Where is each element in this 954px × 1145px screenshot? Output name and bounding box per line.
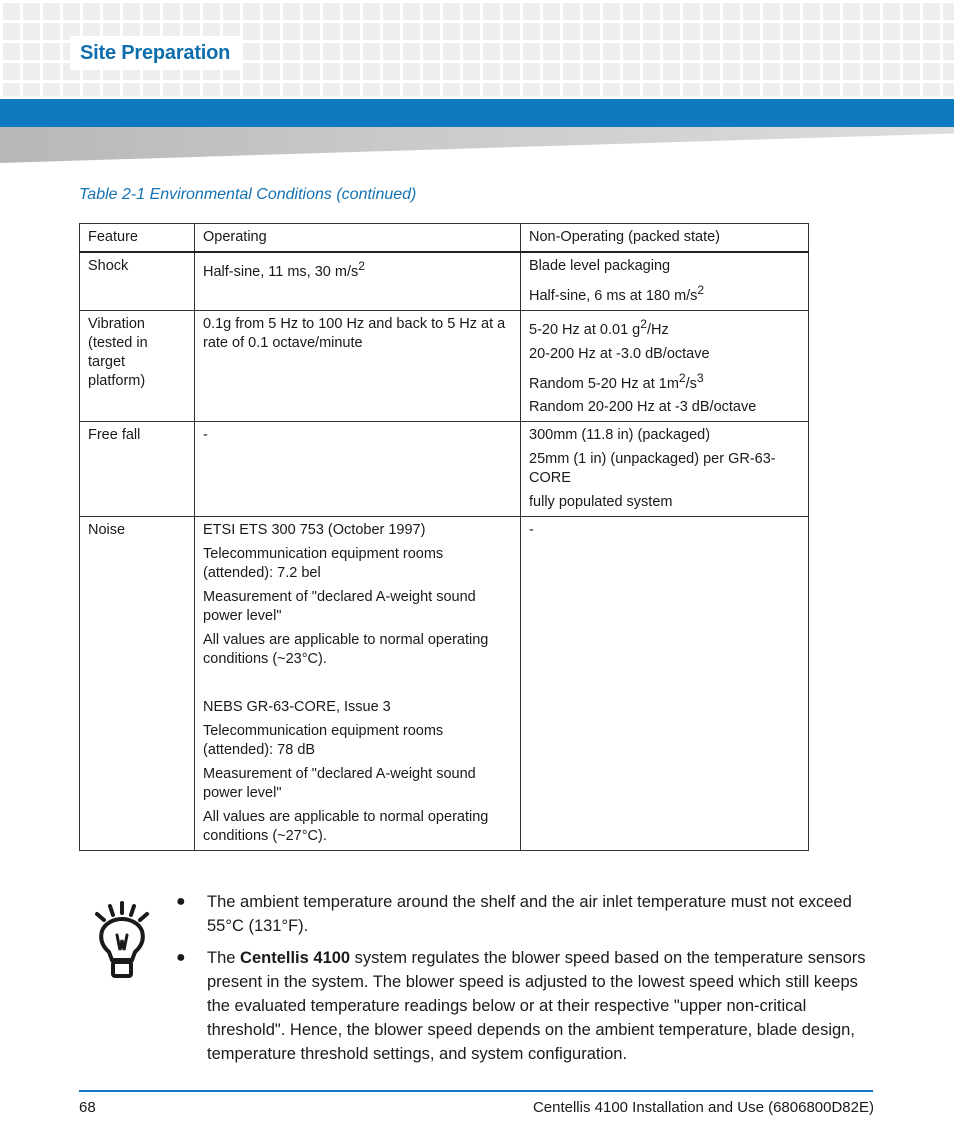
non-operating-text: /Hz [646, 321, 669, 338]
header-gray-wedge [0, 127, 954, 163]
operating-line: Telecommunication equipment rooms (attended): 7.2 bel [203, 546, 444, 582]
footer-divider [79, 1090, 873, 1092]
header-title-box [70, 36, 240, 70]
operating-line: 0.1g from 5 Hz to 100 Hz and back to 5 Hz at a rate of 0.1 octave/minute [203, 315, 506, 351]
non-operating-line: Random 20-200 Hz at -3 dB/octave [529, 399, 757, 416]
table-header-row [80, 224, 809, 253]
note-text: The ambient temperature around the shelf and the air inlet temperature must not exceed 55°C (131°F). [207, 893, 852, 935]
note-text-prefix: The [207, 949, 241, 967]
non-operating-line: 20-200 Hz at -3.0 dB/octave [529, 345, 710, 362]
table-row-shock [80, 252, 809, 310]
operating-line: NEBS GR-63-CORE, Issue 3 [203, 699, 391, 716]
spacer [203, 674, 512, 698]
list-item [176, 890, 876, 938]
column-header-non-operating: Non-Operating (packed state) [521, 224, 809, 253]
non-operating-cell [521, 252, 809, 310]
feature-cell [80, 517, 195, 851]
feature-cell [80, 252, 195, 310]
superscript: 2 [640, 316, 647, 331]
non-operating-cell [521, 517, 809, 851]
operating-line: All values are applicable to normal operating conditions (~23°C). [203, 632, 489, 668]
feature-label: Shock [88, 258, 129, 274]
product-name: Centellis 4100 [240, 949, 351, 967]
feature-label: target [88, 353, 126, 370]
feature-label: (tested in [88, 334, 148, 351]
operating-line: Telecommunication equipment rooms (attended): 78 dB [203, 723, 444, 759]
feature-label: Noise [88, 522, 126, 539]
page-number: 68 [79, 1099, 96, 1116]
operating-cell [195, 310, 521, 422]
superscript: 3 [696, 370, 704, 385]
non-operating-text: Random 5-20 Hz at 1m [529, 375, 679, 392]
feature-label: Vibration [88, 315, 145, 332]
superscript: 2 [697, 283, 705, 297]
table-row-free-fall [80, 422, 809, 517]
bullet: ● [176, 949, 186, 966]
table-caption: Table 2-1 Environmental Conditions (continued) [79, 186, 417, 203]
operating-line [203, 257, 512, 282]
operating-cell [195, 422, 521, 517]
superscript: 2 [358, 259, 365, 273]
non-operating-cell [521, 310, 809, 422]
feature-label: Free fall [88, 427, 141, 444]
operating-line: Measurement of "declared A-weight sound power level" [203, 589, 476, 625]
non-operating-line [529, 281, 800, 306]
operating-line: Measurement of "declared A-weight sound power level" [203, 766, 476, 802]
non-operating-line: fully populated system [529, 494, 673, 511]
operating-line: ETSI ETS 300 753 (October 1997) [203, 522, 426, 539]
non-operating-text: /s [685, 375, 697, 392]
non-operating-line: 25mm (1 in) (unpackaged) per GR-63-CORE [529, 451, 776, 487]
non-operating-cell [521, 422, 809, 517]
column-header-feature: Feature [80, 224, 195, 253]
feature-cell [80, 422, 195, 517]
non-operating-text: Half-sine, 6 ms at 180 m/s [529, 287, 698, 304]
environmental-conditions-table [79, 223, 809, 851]
document-title: Centellis 4100 Installation and Use (6806800D82E) [532, 1099, 874, 1116]
operating-cell [195, 517, 521, 851]
list-item [176, 946, 876, 1066]
note-text-suffix: system regulates the blower speed based on the temperature sensors present in the system. The blower speed is adjusted to the lowest speed which still keeps the evaluated temperature readings below or at their respective "upper non-critical threshold". Hence, the blower speed depends on the ambient temperature, blade design, temperature threshold settings, and system configuration. [207, 949, 866, 1063]
operating-line: All values are applicable to normal operating conditions (~27°C). [203, 809, 489, 845]
non-operating-line: 300mm (11.8 in) (packaged) [529, 427, 711, 444]
operating-line: - [203, 427, 208, 444]
operating-text: Half-sine, 11 ms, 30 m/s [203, 263, 359, 280]
section-title: Site Preparation [80, 41, 231, 64]
lightbulb-icon [90, 900, 154, 982]
non-operating-text: 5-20 Hz at 0.01 g [529, 321, 641, 338]
non-operating-line [529, 369, 800, 394]
notes-list [176, 890, 876, 1074]
column-header-operating: Operating [195, 224, 521, 253]
feature-label: platform) [88, 372, 146, 389]
operating-cell [195, 252, 521, 310]
non-operating-line: - [529, 522, 534, 539]
non-operating-line [529, 315, 800, 340]
header-blue-bar [0, 99, 954, 127]
superscript: 2 [678, 370, 686, 385]
bullet: ● [176, 893, 186, 910]
non-operating-line: Blade level packaging [529, 258, 671, 274]
table-row-noise [80, 517, 809, 851]
feature-cell [80, 310, 195, 422]
table-row-vibration [80, 310, 809, 422]
